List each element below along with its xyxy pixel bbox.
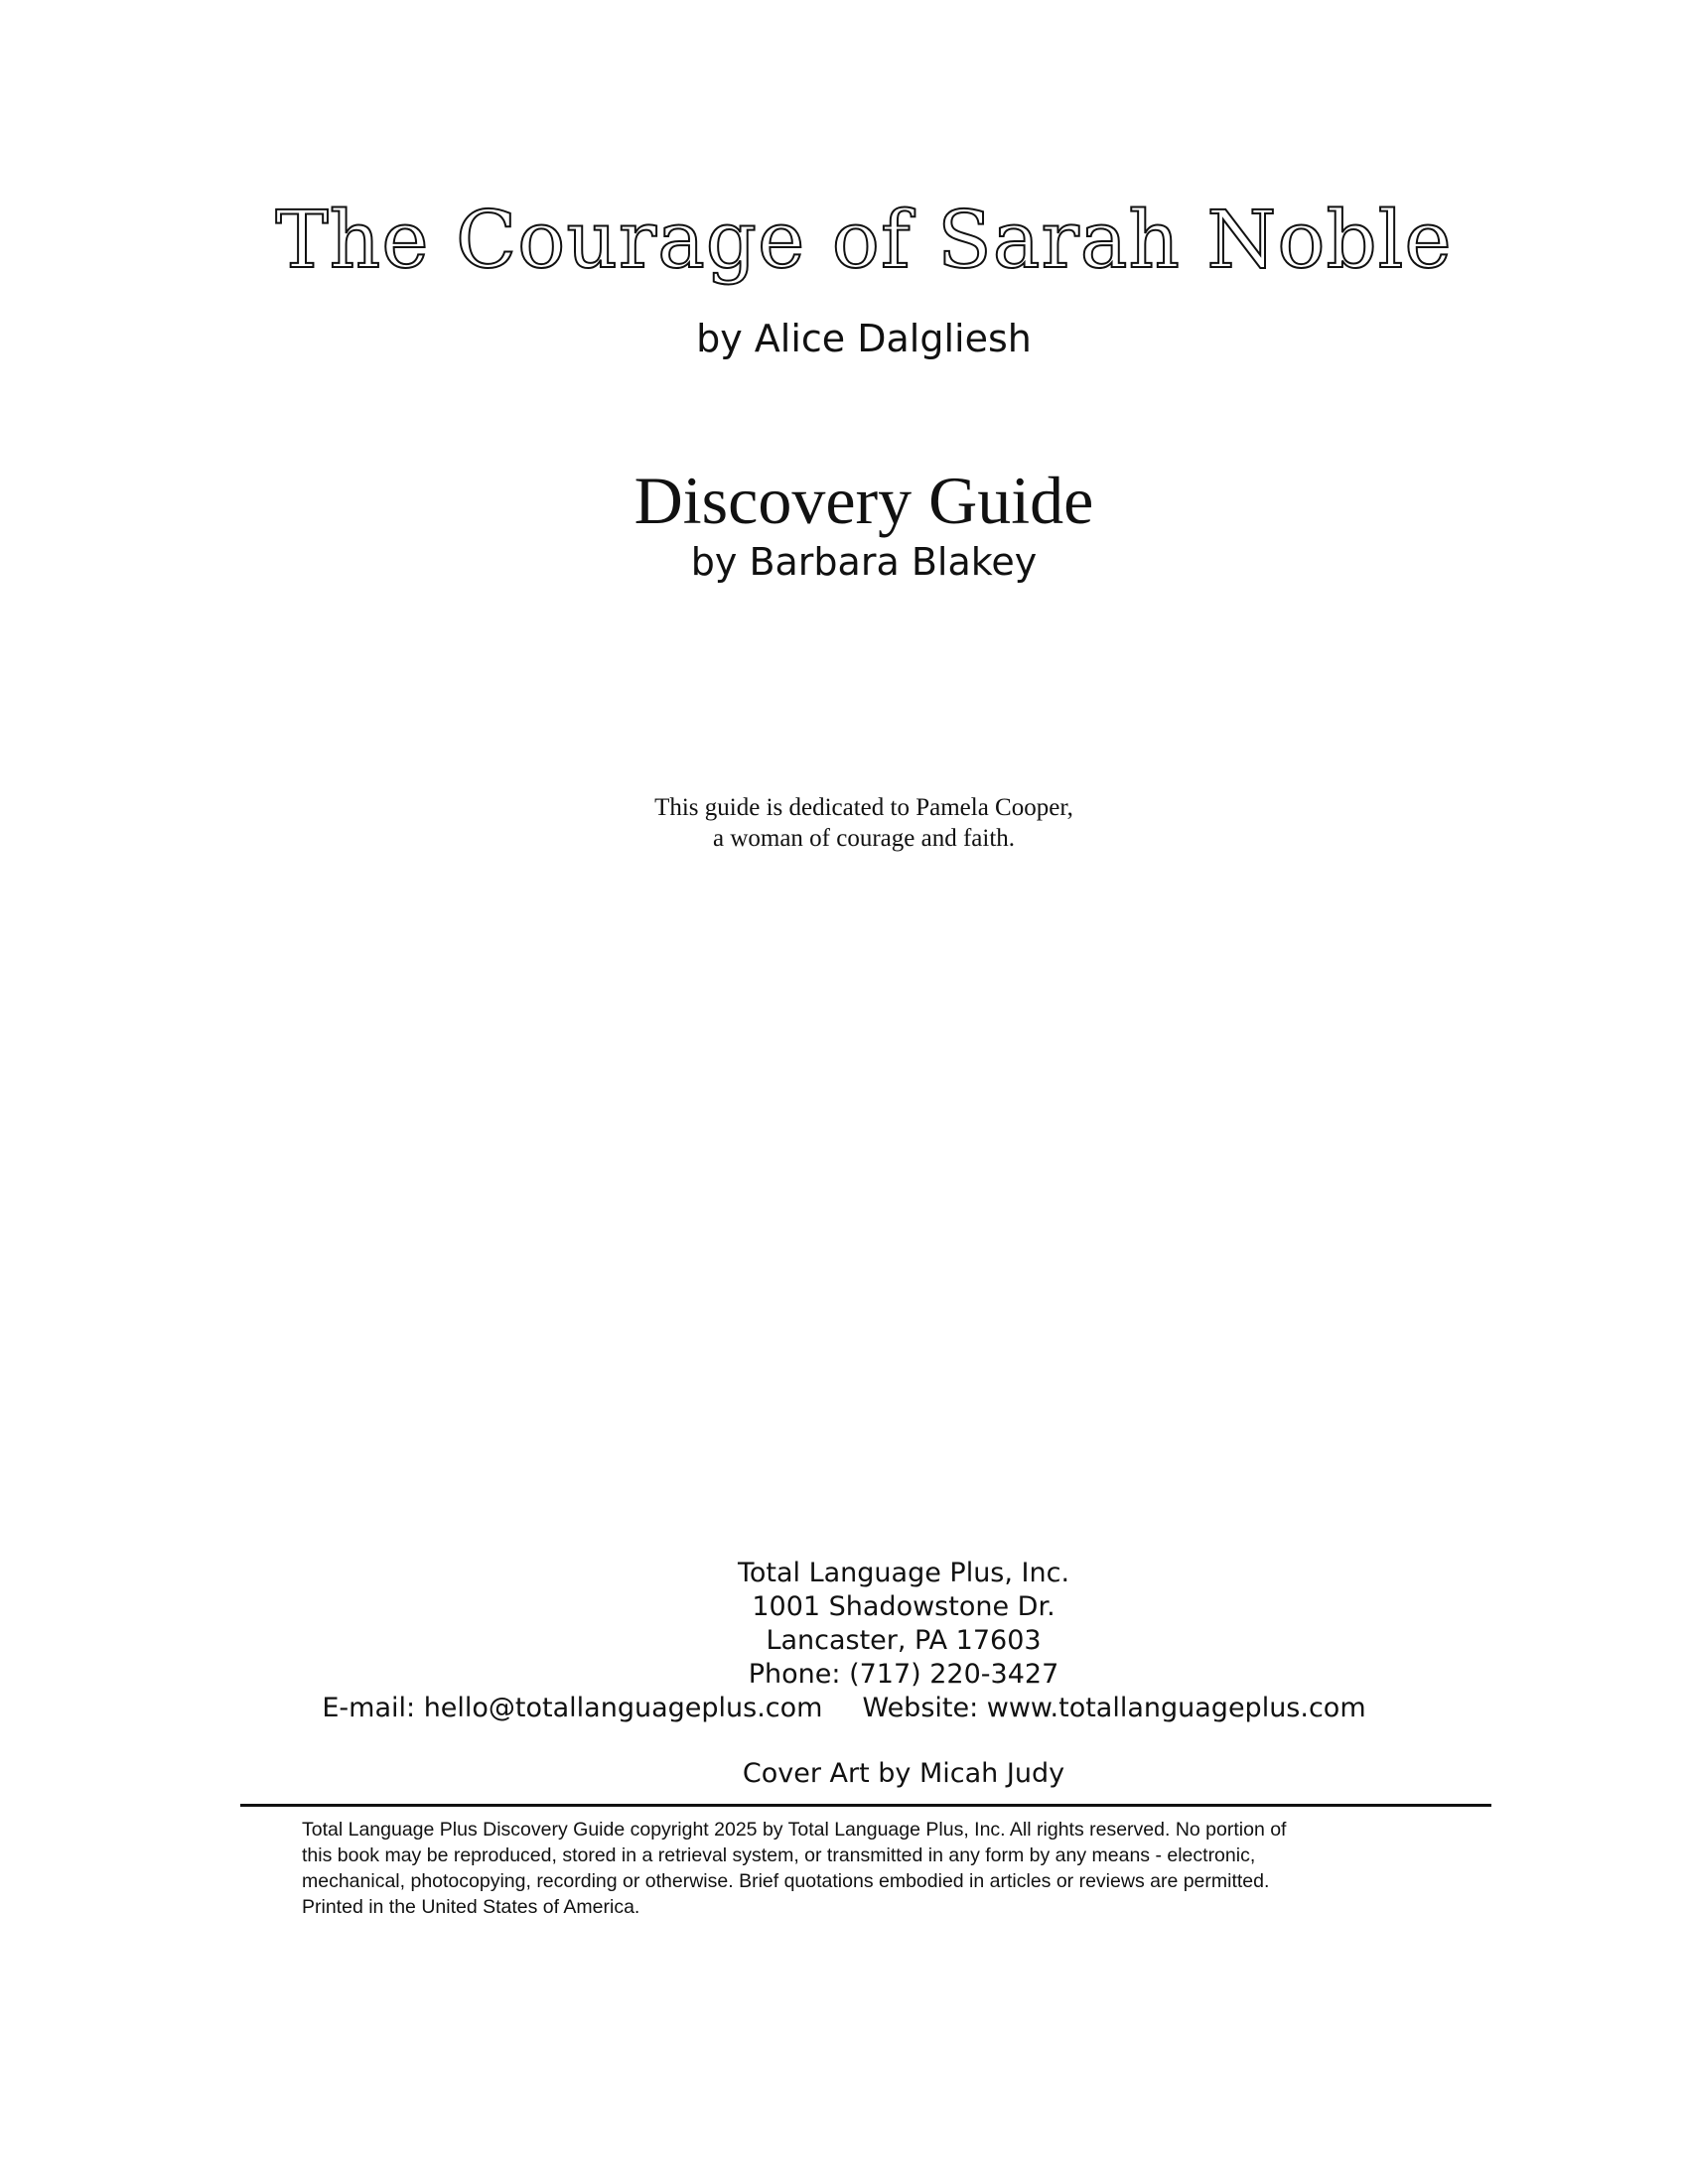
copyright-notice — [302, 1817, 1454, 1920]
contact-line — [0, 1692, 1688, 1725]
divider-rule — [240, 1804, 1491, 1807]
book-author: by Alice Dalgliesh — [696, 317, 1032, 360]
copyright-line: Printed in the United States of America. — [302, 1896, 640, 1918]
guide-title: Discovery Guide — [633, 463, 1094, 538]
book-title: The Courage of Sarah Noble — [275, 194, 1453, 286]
copyright-line: Total Language Plus Discovery Guide copyright 2025 by Total Language Plus, Inc. All rights reserved. No portion of — [302, 1819, 1287, 1841]
dedication-line: a woman of courage and faith. — [712, 825, 1016, 852]
dedication — [20, 792, 1688, 854]
dedication-line: This guide is dedicated to Pamela Cooper, — [654, 794, 1073, 821]
cover-art-credit: Cover Art by Micah Judy — [742, 1758, 1065, 1789]
guide-author: by Barbara Blakey — [690, 540, 1038, 584]
copyright-line: this book may be reproduced, stored in a retrieval system, or transmitted in any form by any means - electronic, — [302, 1844, 1256, 1866]
publisher-name: Total Language Plus, Inc. — [737, 1558, 1070, 1588]
publisher-email[interactable]: E-mail: hello@totallanguageplus.com — [322, 1693, 823, 1723]
publisher-city: Lancaster, PA 17603 — [766, 1625, 1042, 1656]
publisher-block — [60, 1557, 1688, 1692]
copyright-line: mechanical, photocopying, recording or otherwise. Brief quotations embodied in articles or reviews are permitted. — [302, 1870, 1270, 1892]
publisher-phone: Phone: (717) 220-3427 — [748, 1659, 1059, 1690]
publisher-website[interactable]: Website: www.totallanguageplus.com — [862, 1693, 1366, 1723]
publisher-street: 1001 Shadowstone Dr. — [752, 1591, 1055, 1622]
